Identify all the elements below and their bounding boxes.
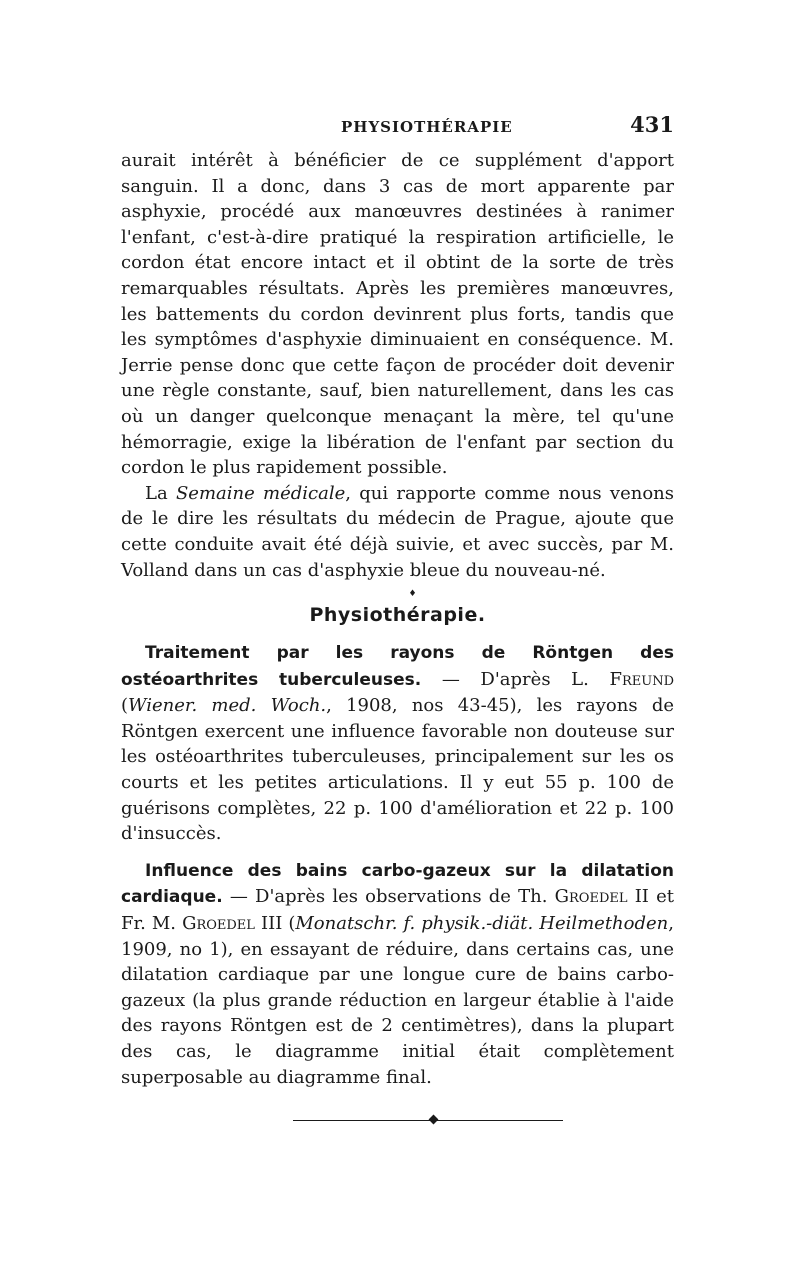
article-heading: Traitement par les rayons de Röntgen des ostéoarthrites tuberculeuses. [121,643,674,690]
running-head [121,112,674,142]
section-ornament-icon: ♦ [408,589,417,600]
end-rule-ornament [293,1114,563,1126]
author-name: Freund [609,668,674,690]
article-dash: — D'après les observations de Th. [222,886,555,908]
running-head-title: PHYSIOTHÉRAPIE [341,118,513,136]
paren-open: ( [121,695,129,717]
section-title: Physiothérapie. [309,604,486,627]
author-name: Groedel [554,886,628,908]
diamond-icon [428,1115,438,1125]
semaine-medicale-paragraph [121,481,674,583]
article-rontgen-osteoarthrites [121,640,674,847]
journal-name: Monatschr. f. physik.-diät. Heilmethoden [295,913,669,935]
p2-rest: , qui rapporte comme nous venons de le dire les résultats du médecin de Prague, ajoute que cette conduite avait été déjà suivie, et avec succès, par M. Volland dans un cas d'asphyxie bleue du nouveau-né. [121,482,675,581]
article-text: , 1908, nos 43-45), les rayons de Röntgen exercent une influence favorable non douteuse sur les ostéoarthrites tuberculeuses, principalement sur les os courts et les petites articulations. Il y eut 55 p. 100 de guérisons complètes, 22 p. 100 d'amélioration et 22 p. 100 d'insuccès. [121,695,674,845]
p2-lead: La [145,482,176,504]
author-joiner: II et Fr. M. [121,886,674,935]
article-heading: Influence des bains carbo-gazeux sur la dilatation cardiaque. [121,860,674,908]
page [121,112,674,1126]
author-name: Groedel [182,913,255,935]
rule-line [293,1120,563,1121]
article-text: , 1909, no 1), en essayant de réduire, dans certains cas, une dilatation cardiaque par une longue cure de bains carbo-gazeux (la plus grande réduction en largeur établie à l'aide des rayons Röntgen est de 2 centimètres), dans la plupart des cas, le diagramme initial était complètement superposable au diagramme final. [121,913,674,1088]
article-dash: — D'après L. [421,668,610,690]
journal-semaine-medicale: Semaine médicale [175,482,346,504]
continuation-paragraph: aurait intérêt à bénéficier de ce supplément d'apport sanguin. Il a donc, dans 3 cas de mort apparente par asphyxie, procédé aux manœuvres destinées à ranimer l'enfant, c'est-à-dire pratiqué la respiration artificielle, le cordon état encore intact et il obtint de la sorte de très remarquables résultats. Après les premières manœuvres, les battements du cordon devinrent plus forts, tandis que les symptômes d'asphyxie diminuaient en conséquence. M. Jerrie pense donc que cette façon de procéder doit devenir une règle constante, sauf, bien naturellement, dans les cas où un danger quelconque menaçant la mère, tel qu'une hémorragie, exige la libération de l'enfant par section du cordon le plus rapidement possible. [121,150,674,479]
paren-open: III ( [254,913,296,935]
page-number: 431 [630,112,674,137]
article-bains-carbo-gazeux [121,858,674,1090]
journal-name: Wiener. med. Woch. [128,695,327,717]
